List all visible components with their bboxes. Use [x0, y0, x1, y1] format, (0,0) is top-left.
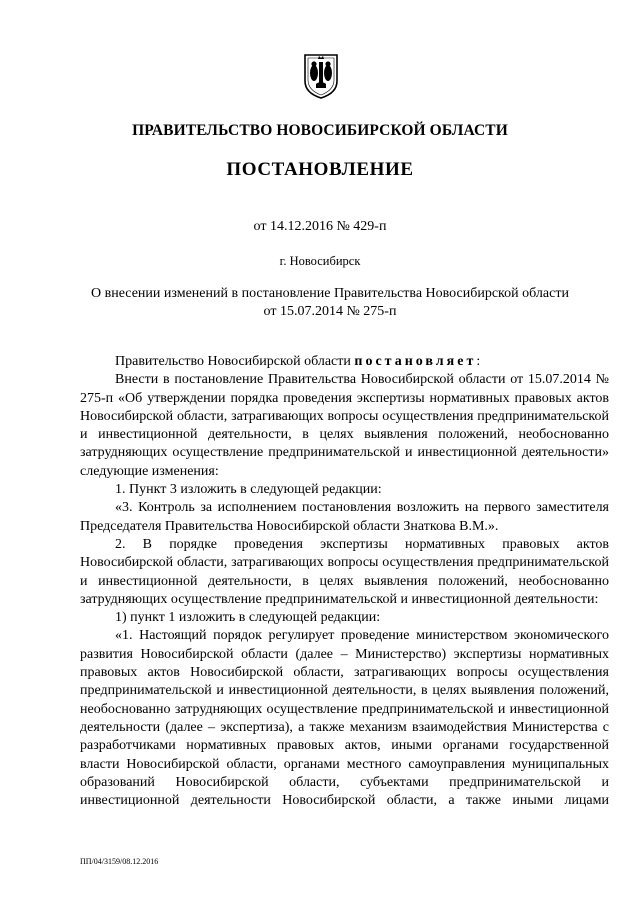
preamble-paragraph [80, 353, 609, 371]
footer-document-code: ПП/04/3159/08.12.2016 [80, 857, 159, 866]
body-paragraph: Внести в постановление Правительства Новосибирской области от 15.07.2014 № 275-п «Об утверждении порядка проведения экспертизы нормативных правовых актов Новосибирской области, затрагивающих вопросы осуществления предпринимательской и инвестиционной деятельности, в целях выявления положений, необоснованно затрудняющих осуществление предпринимательской и инвестиционной деятельности» следующие изменения: [80, 372, 609, 479]
document-body [80, 353, 609, 810]
body-paragraph: «1. Настоящий порядок регулирует проведение министерством экономического развития Новосибирской области (далее – Министерство) экспертизы нормативных правовых актов Новосибирской области, затрагивающих вопросы осуществления предпринимательской и инвестиционной деятельности, в целях выявления положений, необоснованно затрудняющих осуществление предпринимательской и инвестиционной деятельности (далее – экспертиза), а также механизм взаимодействия Министерства с разработчиками нормативных правовых актов, иными органами государственной власти Новосибирской области, органами местного самоуправления муниципальных образований Новосибирской области, субъектами предпринимательской и инвестиционной деятельности Новосибирской области, а также иными лицами [80, 628, 609, 809]
body-paragraph: 1. Пункт 3 изложить в следующей редакции: [115, 482, 382, 498]
preamble-lead: Правительство Новосибирской области [115, 354, 355, 369]
subject-line-2: от 15.07.2014 № 275-п [263, 304, 397, 319]
body-paragraph: 1) пункт 1 изложить в следующей редакции: [115, 610, 381, 626]
coat-of-arms-icon [302, 53, 340, 99]
body-paragraph: «3. Контроль за исполнением постановления возложить на первого заместителя Председателя Правительства Новосибирской области Знаткова В.М.». [80, 500, 609, 534]
document-city: г. Новосибирск [279, 254, 361, 268]
document-subject [70, 285, 590, 321]
document-date-number: от 14.12.2016 № 429-п [253, 219, 387, 234]
body-paragraph: 2. В порядке проведения экспертизы нормативных правовых актов Новосибирской области, затрагивающих вопросы осуществления предпринимательской и инвестиционной деятельности, в целях выявления положений, необоснованно затрудняющих осуществление предпринимательской и инвестиционной деятельности: [80, 536, 609, 607]
preamble-tail: : [476, 354, 481, 369]
organization-title: ПРАВИТЕЛЬСТВО НОВОСИБИРСКОЙ ОБЛАСТИ [132, 122, 508, 139]
preamble-decree-word: постановляет [354, 354, 477, 369]
subject-line-1: О внесении изменений в постановление Правительства Новосибирской области [91, 286, 569, 301]
document-type: ПОСТАНОВЛЕНИЕ [226, 159, 414, 180]
